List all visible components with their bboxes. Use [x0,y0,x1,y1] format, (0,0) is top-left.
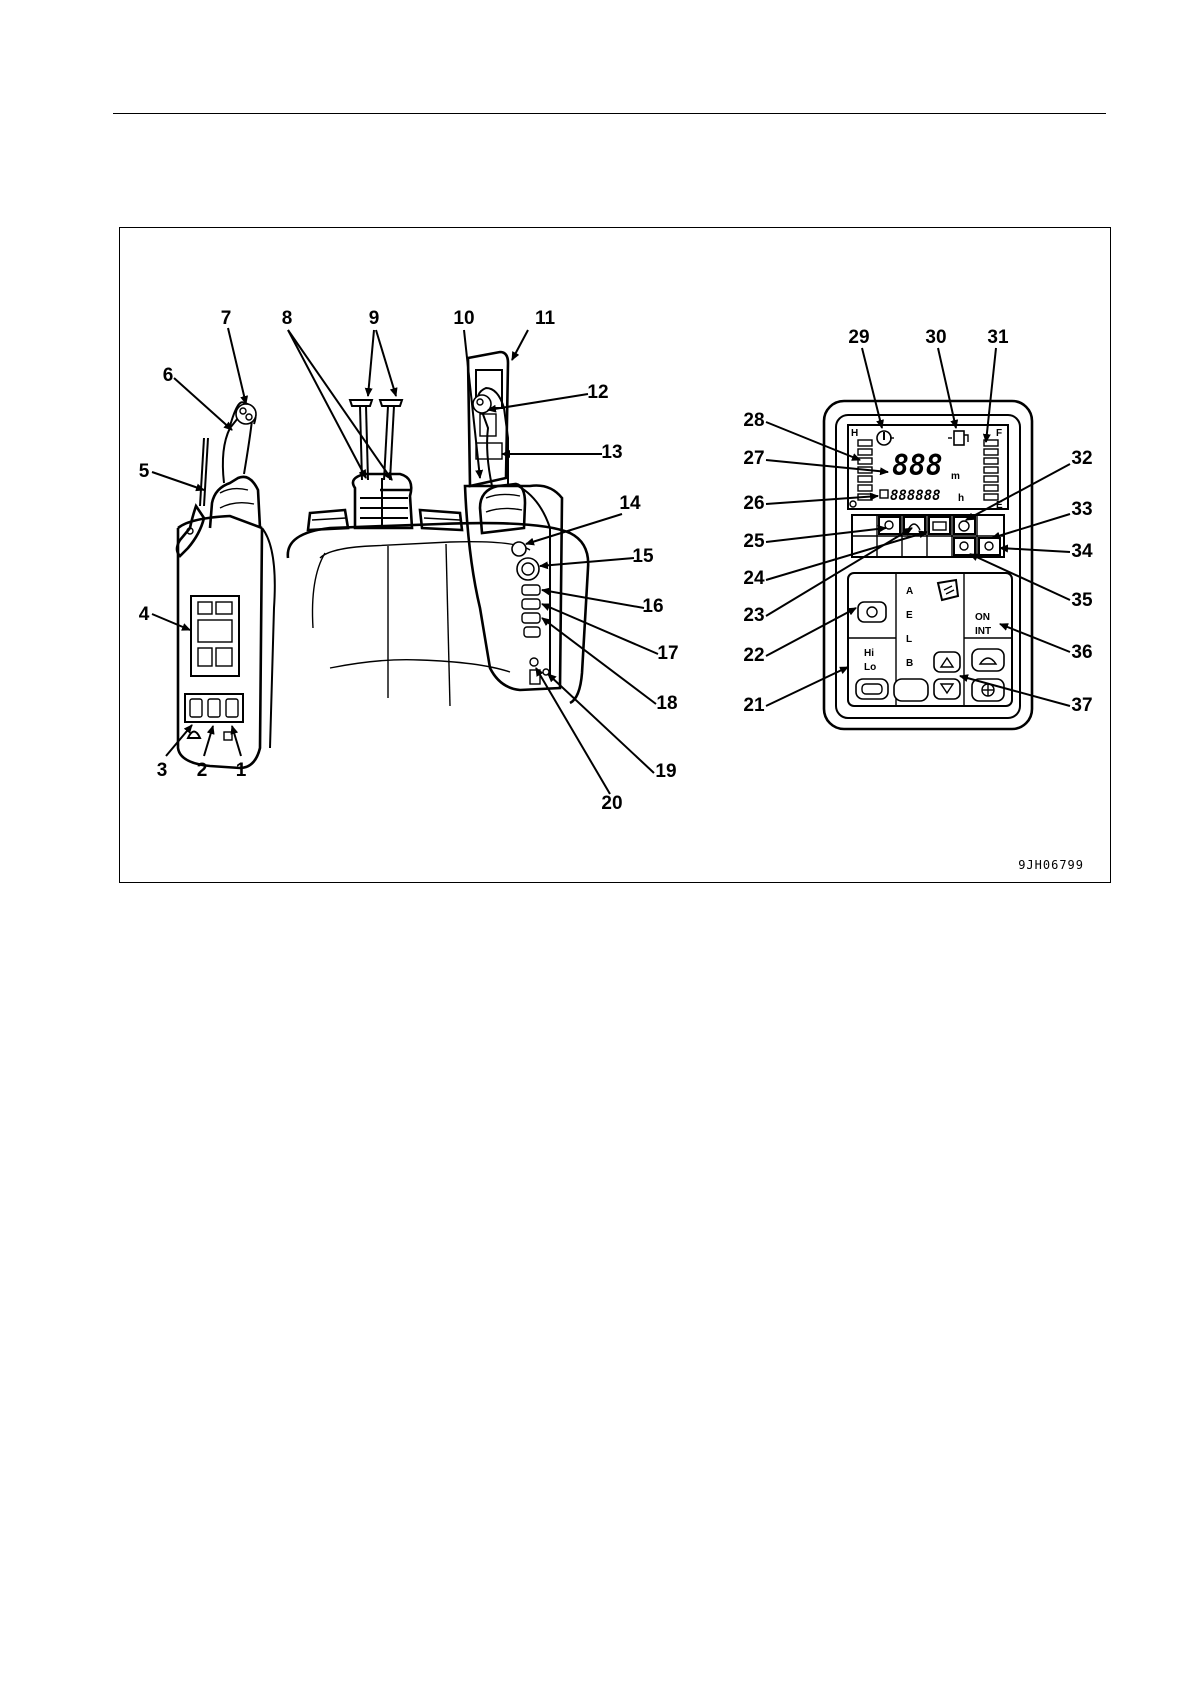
callout-9: 9 [368,308,380,329]
callout-15: 15 [632,546,654,567]
callout-24: 24 [743,568,765,589]
mode-label-e: E [906,610,913,621]
gauge-left-top-label: H [851,428,859,439]
wiper-label-on: ON [975,612,990,623]
hour-meter-unit: h [958,493,965,504]
callout-25: 25 [743,531,765,552]
callout-7: 7 [220,308,232,329]
callout-37: 37 [1071,695,1093,716]
callout-5: 5 [138,461,150,482]
callout-21: 21 [743,695,765,716]
callout-8: 8 [281,308,293,329]
operator-controls-figure [119,227,1111,883]
callout-20: 20 [601,793,623,814]
header-rule [113,113,1106,114]
engine-oil-pressure-lamp [879,517,900,534]
callout-17: 17 [657,643,679,664]
callout-27: 27 [743,448,765,469]
thermometer-icon [877,431,894,445]
callout-19: 19 [655,761,677,782]
callout-4: 4 [138,604,150,625]
callout-10: 10 [453,308,475,329]
mode-label-a: A [906,586,914,597]
charge-lamp [929,517,950,534]
wiper-label-int: INT [975,626,992,637]
callout-34: 34 [1071,541,1093,562]
mode-down-button[interactable] [934,679,960,699]
monitor-panel [824,401,1032,729]
callout-6: 6 [162,365,174,386]
wiper-switch[interactable] [972,649,1004,671]
callout-30: 30 [925,327,947,348]
travel-speed-switch[interactable] [856,679,888,699]
callout-11: 11 [534,308,556,329]
callout-35: 35 [1071,590,1093,611]
window-washer-switch[interactable] [972,679,1004,701]
left-callouts [139,308,679,814]
main-display-digits: 888 [892,449,943,482]
panel-callouts [743,327,1093,716]
gauge-right-top-label: F [996,428,1003,439]
figure-id: 9JH06799 [1018,858,1084,872]
callout-28: 28 [743,410,765,431]
main-display-unit: m [951,471,960,482]
callout-29: 29 [848,327,870,348]
callout-1: 1 [235,760,247,781]
callout-18: 18 [656,693,678,714]
speed-label-lo: Lo [864,662,877,673]
callout-2: 2 [196,760,208,781]
water-separator-lamp [954,538,975,555]
callout-36: 36 [1071,642,1093,663]
callout-31: 31 [987,327,1009,348]
fuel-pump-icon [948,431,968,445]
mode-label-b: B [906,658,914,669]
callout-22: 22 [743,645,765,666]
buzzer-cancel-switch[interactable] [858,602,886,622]
callout-26: 26 [743,493,765,514]
gauge-right-bottom-label: E [996,500,1003,511]
hour-meter-digits: 888888 [890,488,941,504]
mode-label-l: L [906,634,913,645]
oil-level-lamp [979,538,1000,555]
callout-32: 32 [1071,448,1093,469]
mode-up-button[interactable] [934,652,960,672]
working-mode-switch[interactable] [894,679,928,701]
callout-14: 14 [619,493,641,514]
callout-13: 13 [601,442,623,463]
cab-illustration [177,352,588,768]
speed-label-hi: Hi [864,648,874,659]
callout-3: 3 [156,760,168,781]
callout-33: 33 [1071,499,1093,520]
callout-12: 12 [587,382,609,403]
controls-illustration [120,228,1110,882]
callout-23: 23 [743,605,765,626]
fuel-gauge [984,440,998,500]
callout-16: 16 [642,596,664,617]
working-mode-icon [938,580,958,600]
